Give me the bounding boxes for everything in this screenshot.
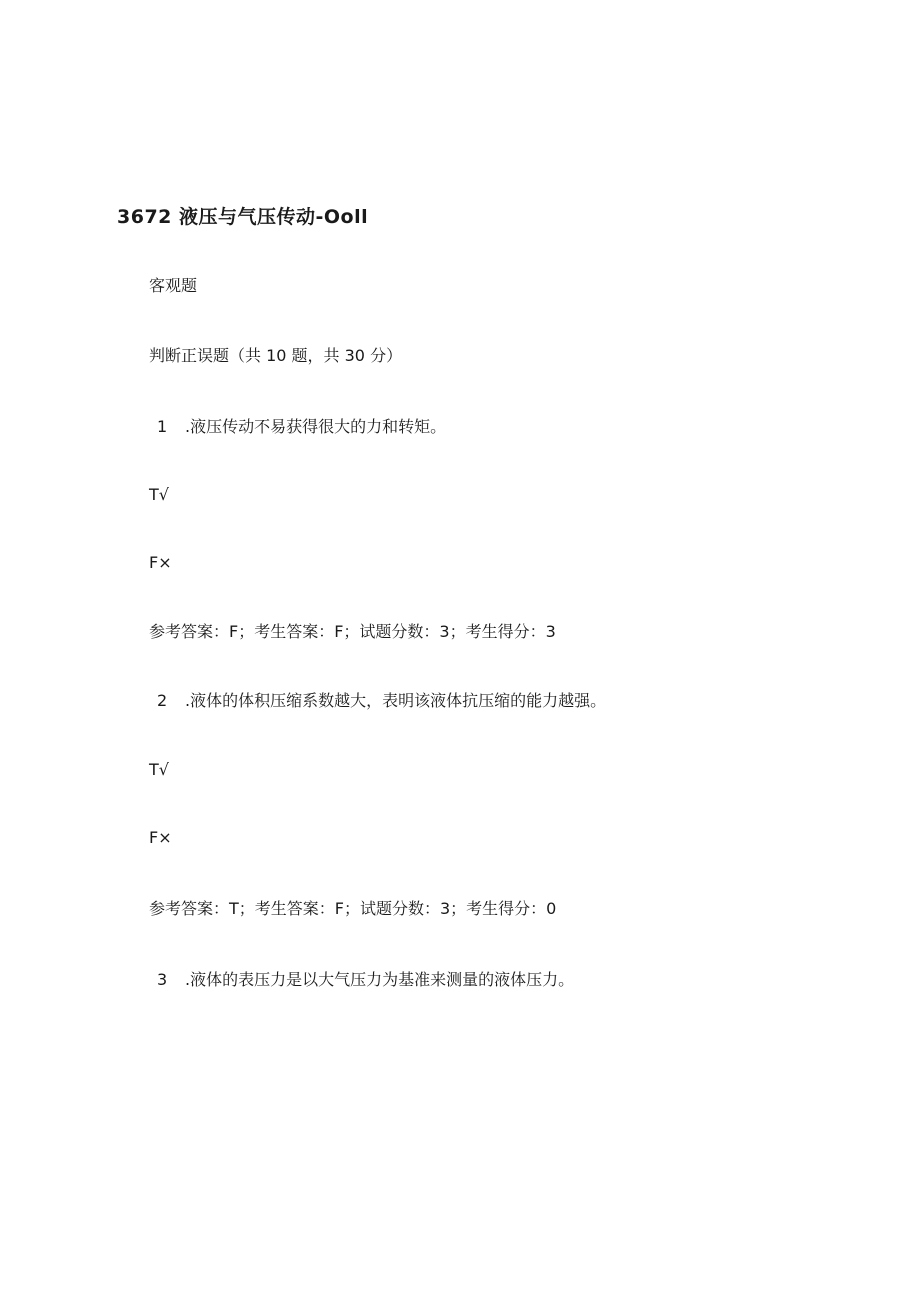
- subsection-heading: 判断正误题（共 10 题，共 30 分）: [149, 346, 403, 365]
- option-false: F×: [149, 828, 172, 847]
- question-3: [157, 970, 574, 990]
- answer-line: 参考答案：T；考生答案：F；试题分数：3；考生得分：0: [149, 899, 557, 918]
- answer-line: 参考答案：F；考生答案：F；试题分数：3；考生得分：3: [149, 622, 556, 641]
- document-title: 3672 液压与气压传动-Ooll: [117, 206, 369, 228]
- question-text: .液压传动不易获得很大的力和转矩。: [185, 417, 447, 436]
- question-text: .液体的体积压缩系数越大，表明该液体抗压缩的能力越强。: [185, 691, 607, 710]
- question-1: [157, 417, 446, 437]
- option-true: T√: [149, 485, 169, 504]
- question-number: 2: [157, 691, 168, 710]
- section-heading: 客观题: [149, 276, 198, 295]
- question-2: [157, 691, 606, 711]
- option-true: T√: [149, 760, 169, 779]
- question-number: 3: [157, 970, 168, 989]
- option-false: F×: [149, 553, 172, 572]
- question-number: 1: [157, 417, 168, 436]
- question-text: .液体的表压力是以大气压力为基准来测量的液体压力。: [185, 970, 575, 989]
